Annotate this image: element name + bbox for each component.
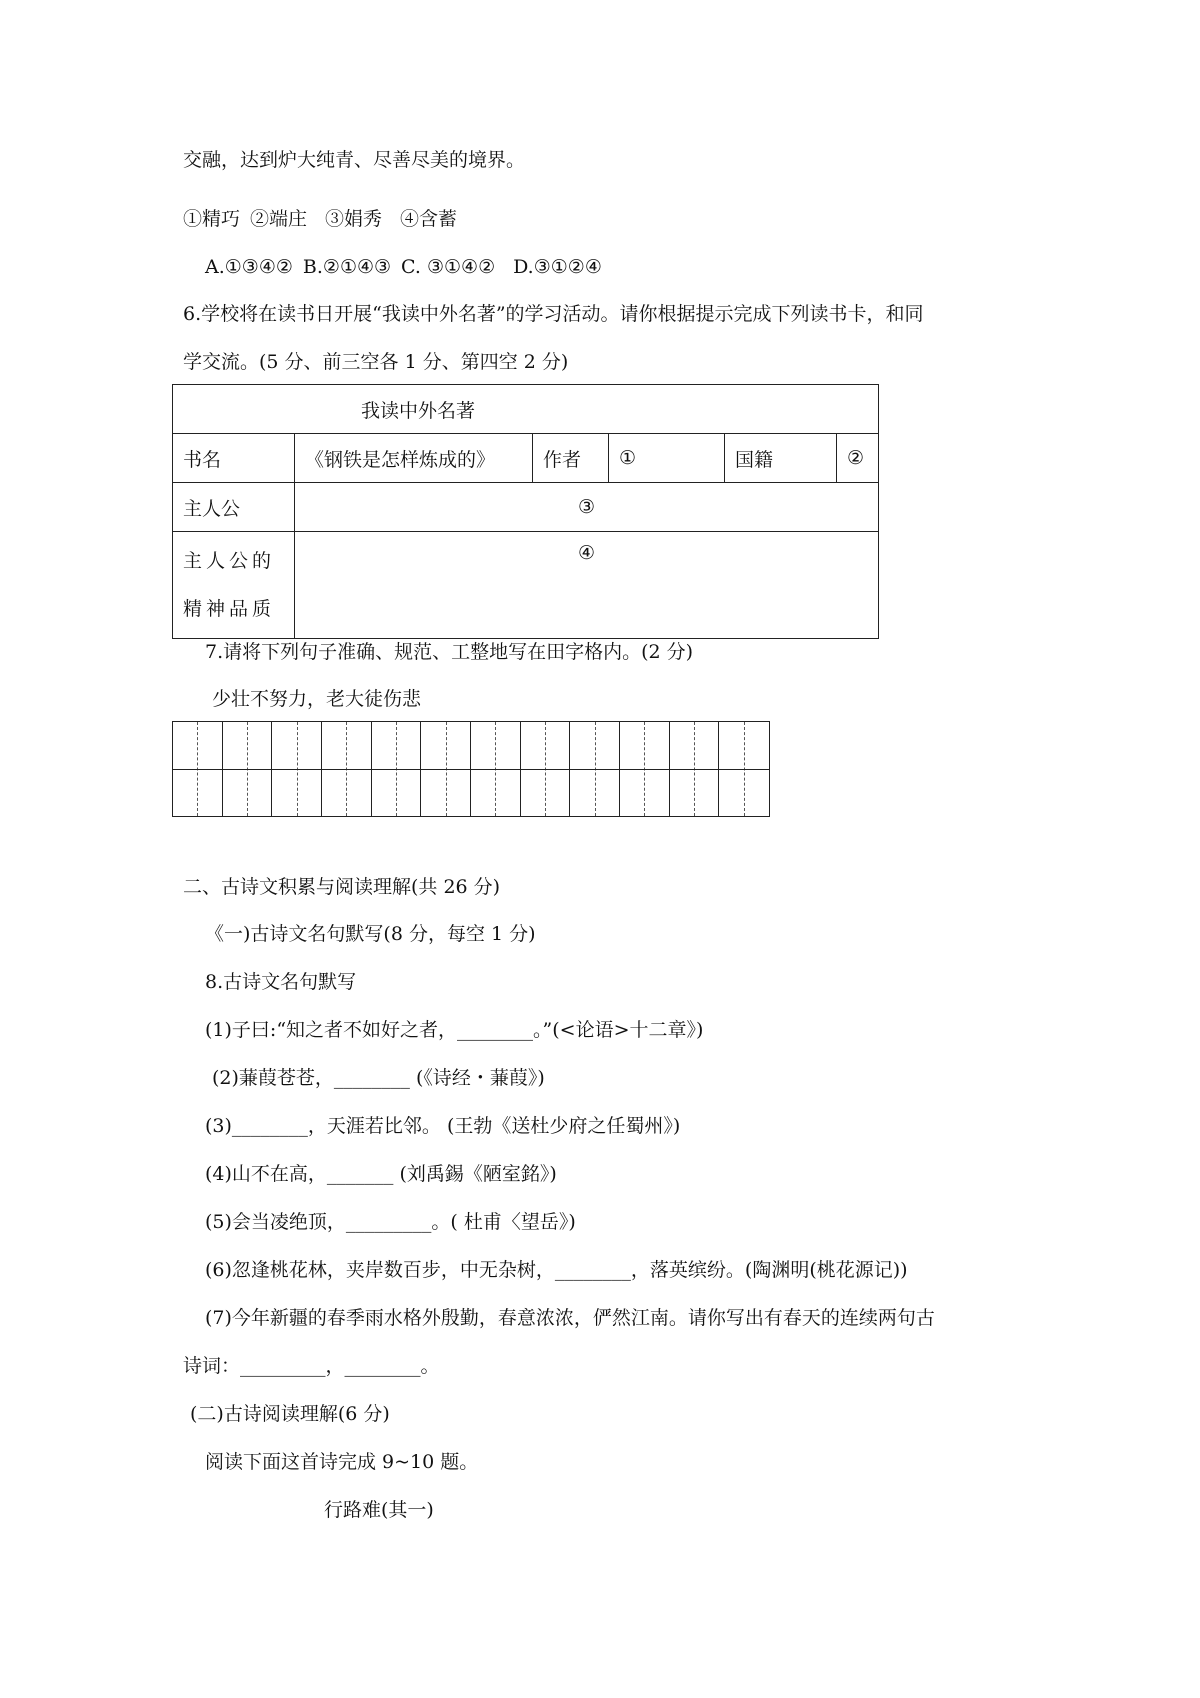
- choice-row: [205, 255, 602, 279]
- option-2: ②端庄: [250, 208, 308, 230]
- book-label: 书名: [173, 434, 295, 483]
- question-6-line2: 学交流。(5 分、前三空各 1 分、第四空 2 分): [183, 351, 569, 373]
- option-4: ④含蓄: [400, 208, 458, 230]
- question-8-heading: 8.古诗文名句默写: [205, 971, 357, 993]
- question-7-prompt: 7.请将下列句子准确、规范、工整地写在田字格内。(2 分): [205, 641, 694, 663]
- grid-cell[interactable]: [521, 722, 571, 816]
- option-1: ①精巧: [183, 208, 241, 230]
- text-line: 交融，达到炉大纯青、尽善尽美的境界。: [183, 149, 526, 171]
- grid-cell[interactable]: [421, 722, 471, 816]
- subsection-2-heading: (二)古诗阅读理解(6 分): [190, 1403, 390, 1425]
- recitation-item-7: (7)今年新疆的春季雨水格外殷勤，春意浓浓，俨然江南。请你写出有春天的连续两句古: [205, 1307, 935, 1329]
- grid-cell[interactable]: [322, 722, 372, 816]
- grid-cell[interactable]: [173, 722, 223, 816]
- reading-card-table: [172, 384, 879, 639]
- choice-d: D.③①②④: [513, 256, 602, 278]
- option-3: ③娟秀: [325, 208, 383, 230]
- grid-cell[interactable]: [372, 722, 422, 816]
- hero-label: 主人公: [173, 483, 295, 532]
- quality-label-line2: 精神品质: [183, 598, 276, 620]
- choice-b: B.②①④③: [302, 256, 392, 278]
- grid-cell[interactable]: [272, 722, 322, 816]
- poem-title: 行路难(其一): [324, 1499, 434, 1521]
- reading-prompt: 阅读下面这首诗完成 9~10 题。: [205, 1451, 479, 1473]
- recitation-item-7-cont: 诗词：_________，________。: [183, 1355, 440, 1377]
- grid-cell[interactable]: [719, 722, 769, 816]
- recitation-item-2: (2)蒹葭苍苍，________ (《诗经・蒹葭》): [212, 1067, 545, 1089]
- hero-blank[interactable]: ③: [295, 483, 879, 532]
- option-row: [183, 207, 457, 231]
- author-blank[interactable]: ①: [609, 434, 725, 483]
- grid-cell[interactable]: [670, 722, 720, 816]
- grid-cell[interactable]: [223, 722, 273, 816]
- recitation-item-4: (4)山不在高，_______ (刘禹錫《陋室銘》): [205, 1163, 557, 1185]
- recitation-item-1: (1)子曰:“知之者不如好之者，________。”(<论语>十二章》): [205, 1019, 704, 1041]
- choice-a: A.①③④②: [205, 256, 293, 278]
- card-title: 我读中外名著: [173, 385, 879, 434]
- recitation-item-5: (5)会当凌绝顶，_________。( 杜甫〈望岳》): [205, 1211, 576, 1233]
- nation-label: 国籍: [725, 434, 837, 483]
- recitation-item-6: (6)忽逢桃花林，夹岸数百步，中无杂树，________，落英缤纷。(陶渊明(桃花源记)): [205, 1259, 908, 1281]
- quality-label-line1: 主人公的: [183, 550, 276, 572]
- choice-c: C. ③①④②: [401, 256, 496, 278]
- question-6-line1: 6.学校将在读书日开展“我读中外名著”的学习活动。请你根据提示完成下列读书卡，和同: [183, 303, 924, 325]
- writing-grid[interactable]: [172, 721, 770, 817]
- quality-blank[interactable]: ④: [295, 532, 879, 639]
- recitation-item-3: (3)________，天涯若比邻。 (王勃《送杜少府之任蜀州》): [205, 1115, 681, 1137]
- section-2-heading: 二、古诗文积累与阅读理解(共 26 分): [183, 876, 501, 898]
- subsection-1-heading: 《一)古诗文名句默写(8 分，每空 1 分): [205, 923, 536, 945]
- question-7-sentence: 少壮不努力，老大徒伤悲: [212, 688, 422, 710]
- grid-cell[interactable]: [570, 722, 620, 816]
- author-label: 作者: [533, 434, 609, 483]
- quality-label: [173, 532, 295, 639]
- grid-cell[interactable]: [620, 722, 670, 816]
- grid-cell[interactable]: [471, 722, 521, 816]
- nation-blank[interactable]: ②: [837, 434, 879, 483]
- book-value: 《钢铁是怎样炼成的》: [295, 434, 533, 483]
